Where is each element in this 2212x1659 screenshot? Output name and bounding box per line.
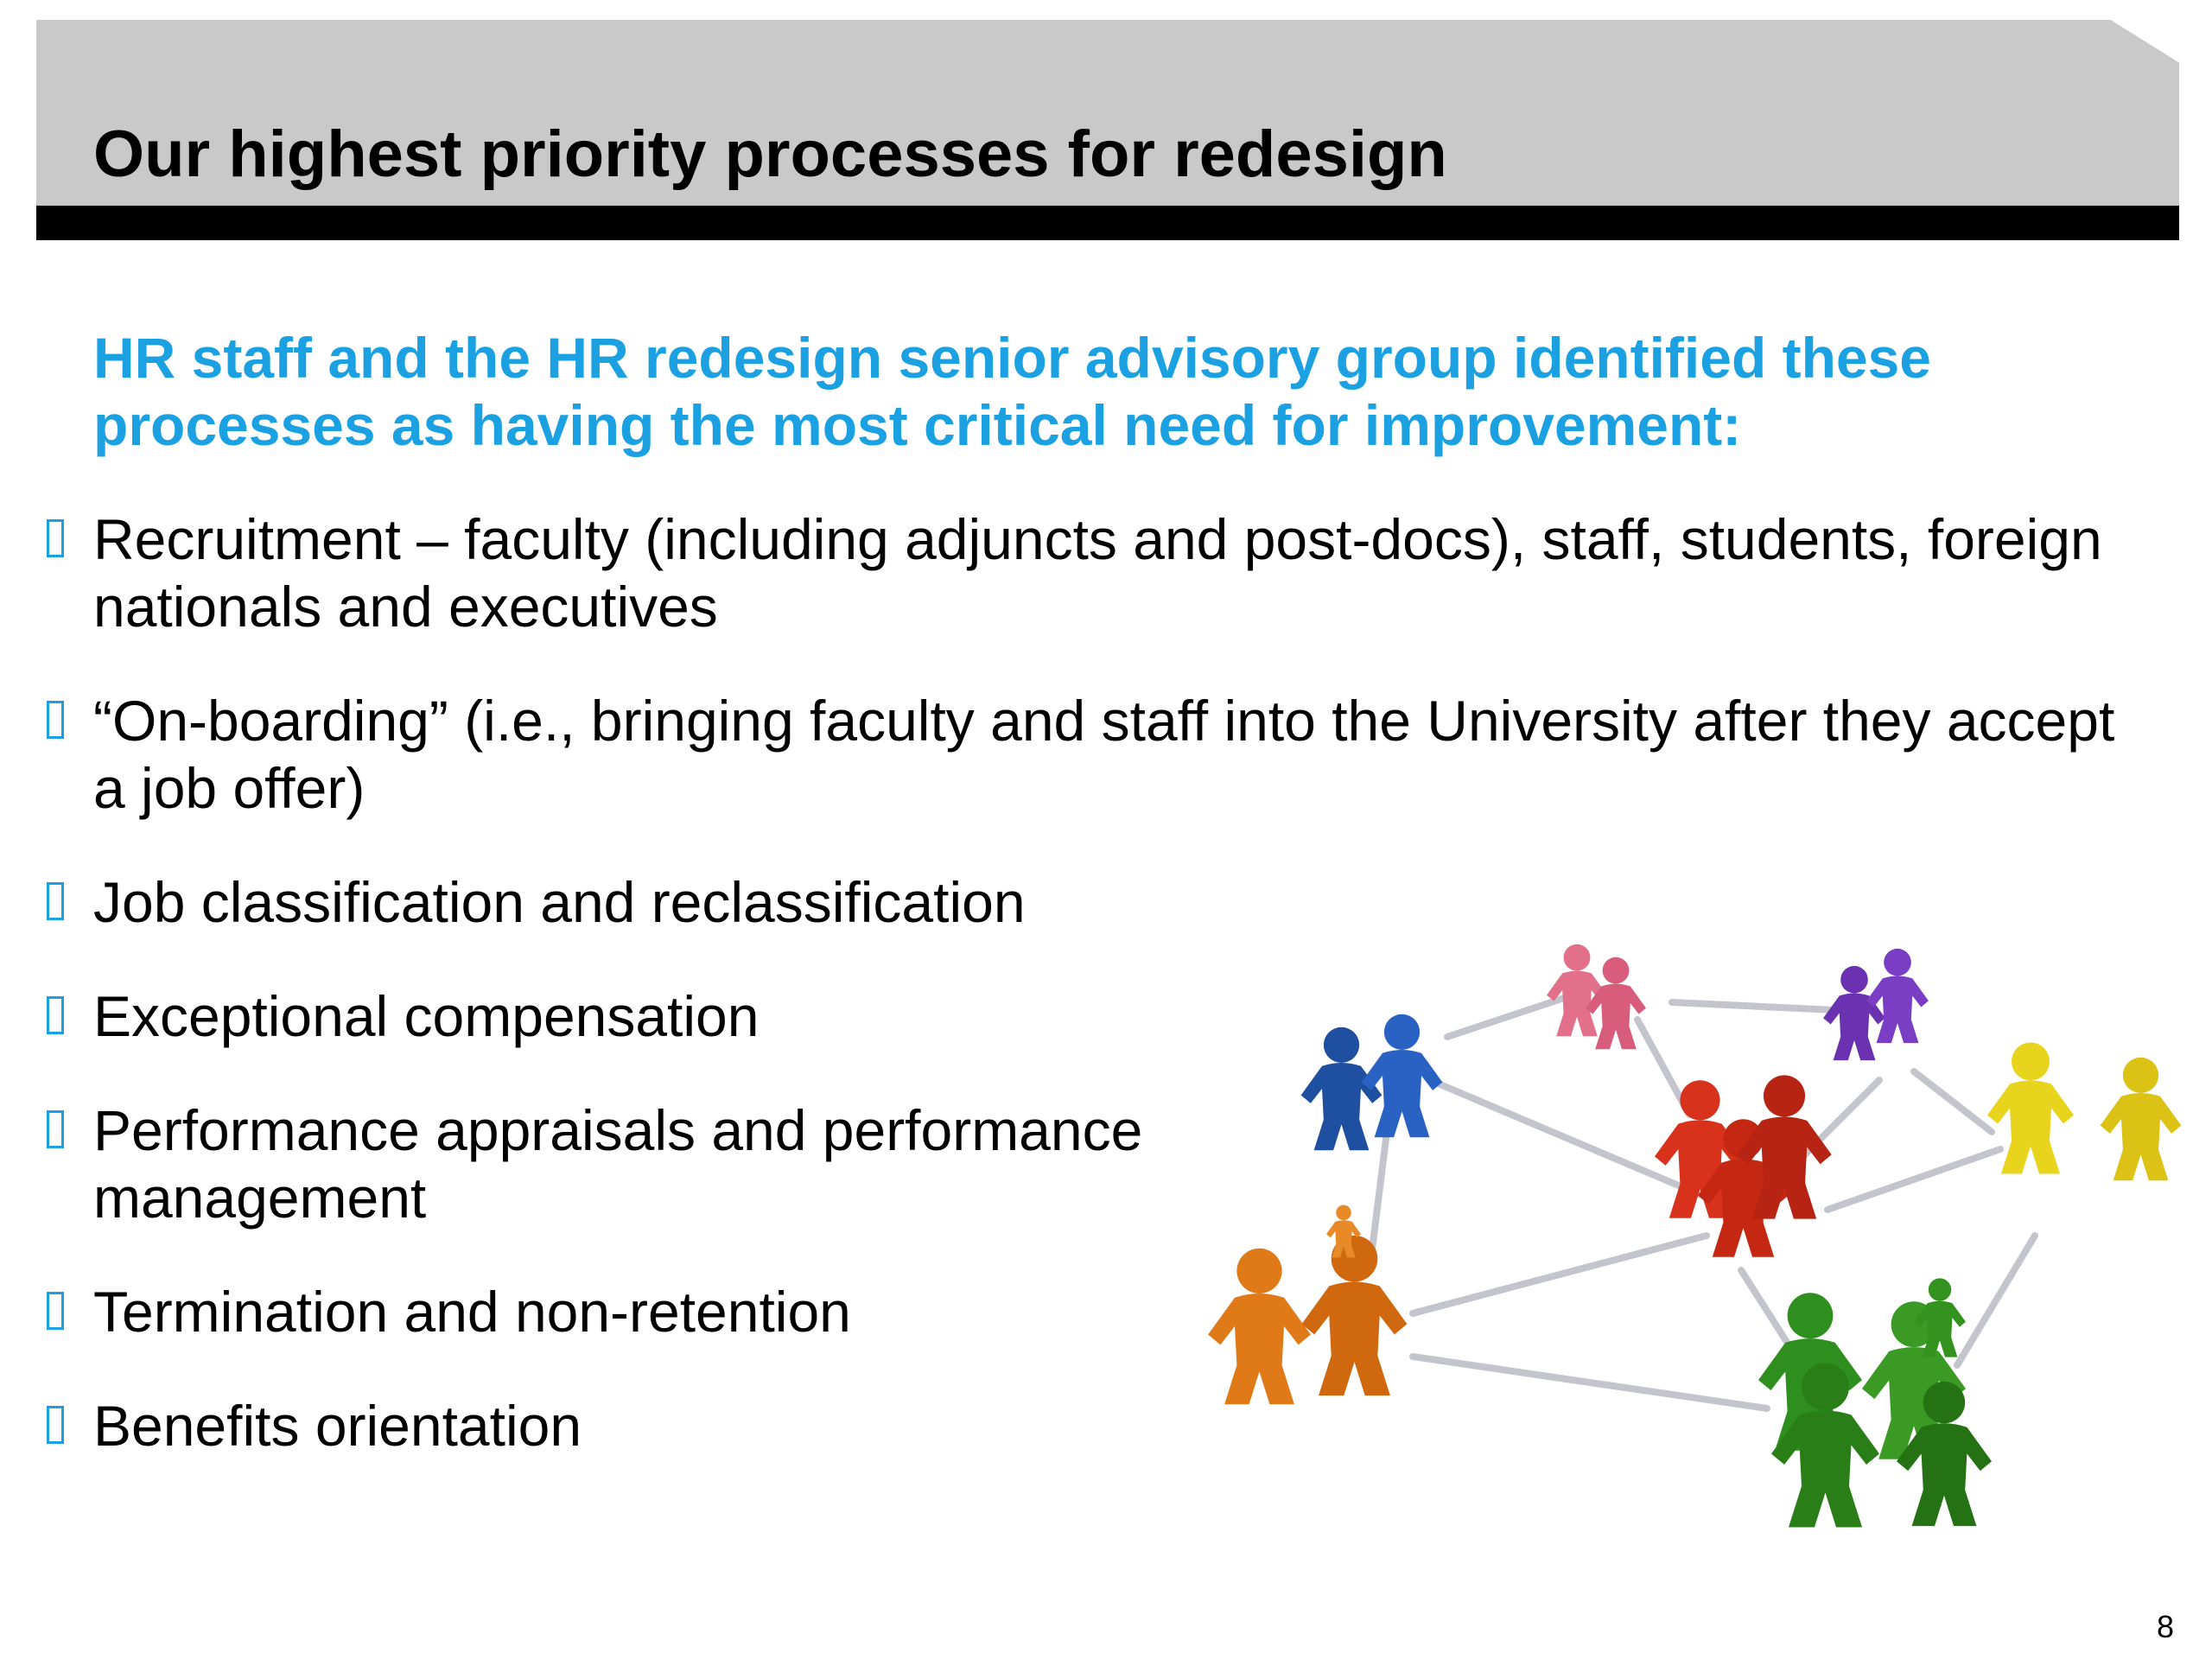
bullet-item-performance <box>43 1096 1286 1231</box>
green-figure-group <box>1758 1278 1992 1527</box>
header-rule <box>36 206 2179 240</box>
bullet-item-onboarding <box>43 687 2117 822</box>
square-outline-icon <box>47 996 64 1034</box>
bullet-text: Job classification and reclassification <box>93 870 1026 934</box>
blue-figure-group <box>1301 1014 1443 1151</box>
slide-title: Our highest priority processes for redesign <box>93 118 1447 191</box>
square-outline-icon <box>47 882 64 920</box>
bullet-text: Exceptional compensation <box>93 984 760 1048</box>
bullet-text: “On-boarding” (i.e., bringing faculty and staff into the University after they accept a job offer) <box>93 689 2115 820</box>
bullet-text: Recruitment – faculty (including adjuncts and post-docs), staff, students, foreign nationals and executives <box>93 507 2102 639</box>
people-network-illustration <box>1205 925 2203 1581</box>
square-outline-icon <box>47 1110 64 1148</box>
bullet-text: Benefits orientation <box>93 1394 582 1458</box>
yellow-figure-group <box>1987 1043 2181 1181</box>
square-outline-icon <box>47 1406 64 1444</box>
square-outline-icon <box>47 519 64 557</box>
slide-subtitle: HR staff and the HR redesign senior advisory group identified these processes as having the most critical need for improvement: <box>93 326 1932 457</box>
bullet-text: Termination and non-retention <box>93 1280 851 1344</box>
square-outline-icon <box>47 701 64 739</box>
bullet-text: Performance appraisals and performance management <box>93 1098 1143 1230</box>
square-outline-icon <box>47 1292 64 1330</box>
red-figure-group <box>1655 1075 1832 1256</box>
bullet-item-recruitment <box>43 505 2117 640</box>
page-number: 8 <box>2157 1609 2175 1644</box>
purple-figure-group <box>1823 949 1929 1060</box>
